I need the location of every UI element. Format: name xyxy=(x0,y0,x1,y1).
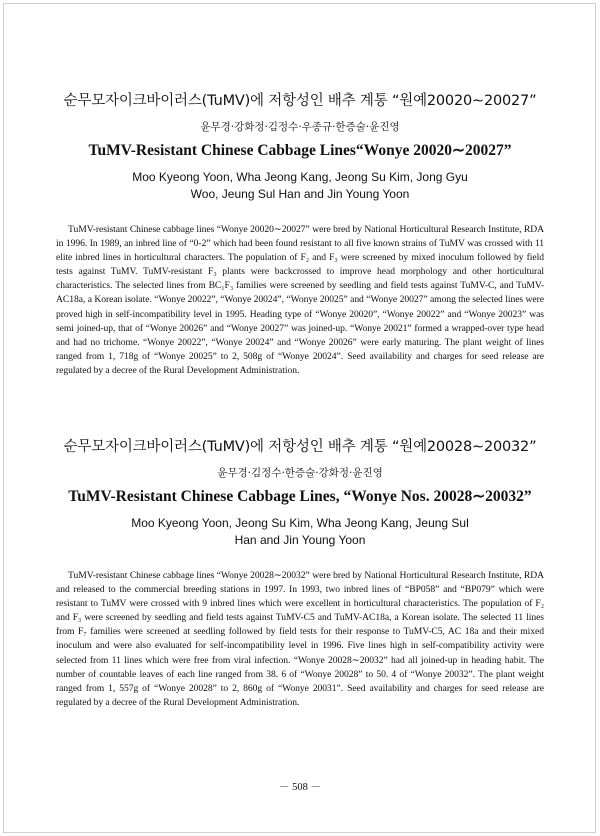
korean-title: 순무모자이크바이러스(TuMV)에 저항성인 배추 계통 “원예20020∼20027” xyxy=(63,93,537,109)
english-title: TuMV-Resistant Chinese Cabbage Lines, “Wonye Nos. 20028∼20032” xyxy=(68,488,532,505)
article-1 xyxy=(0,92,600,378)
korean-title: 순무모자이크바이러스(TuMV)에 저항성인 배추 계통 “원예20028∼20032” xyxy=(63,439,537,455)
english-authors: Moo Kyeong Yoon, Wha Jeong Kang, Jeong Su Kim, Jong Gyu Woo, Jeung Sul Han and Jin Young Yoon xyxy=(132,170,468,201)
abstract-paragraph: TuMV-resistant Chinese cabbage lines “Wonye 20020∼20027” were bred by National Horticultural Research Institute, RDA in 1996. In 1989, an inbred line of “0-2” which had been found resistant to all five known strains of TuMV was crossed with 11 elite inbred lines in horticultural characters. The population of F₂ and F₃ were screened by mixed inoculum followed by field tests against TuMV. TuMV-resistant F₃ plants were backcrossed to improve head morphology and other horticultural characteristics. The selected lines from BC₁F₃ families were screened by seedling and field tests against TuMV-C, and TuMV-AC18a, a Korean isolate. “Wonye 20022”, “Wonye 20024”, “Wonye 20025” and “Wonye 20027” among the selected lines were proved high in self-incompatibility level in 1995. Heading type of “Wonye 20020”, “Wonye 20022” and “Wonye 20023” was semi joined-up, that of “Wonye 20026” and “Wonye 20027” was joined-up. “Wonye 20021” formed a wrapped-over type head and had no trichome. “Wonye 20022”, “Wonye 20024” and “Wonye 20026” were early maturing. The plant weight of lines ranged from 1, 718g of “Wonye 20025” to 2, 508g of “Wonye 20024”. Seed availability and charges for seed release are regulated by a decree of the Rural Development Administration. xyxy=(56,224,544,376)
english-title: TuMV-Resistant Chinese Cabbage Lines“Wonye 20020∼20027” xyxy=(88,142,512,159)
page-number: － 508 － xyxy=(279,782,321,793)
english-authors: Moo Kyeong Yoon, Jeong Su Kim, Wha Jeong Kang, Jeung Sul Han and Jin Young Yoon xyxy=(131,516,469,547)
korean-authors: 윤무경·강화정·김정수·우종규·한증술·윤진영 xyxy=(200,121,400,133)
abstract-paragraph: TuMV-resistant Chinese cabbage lines “Wonye 20028∼20032” were bred by National Horticultural Research Institute, RDA and released to the commercial breeding stations in 1997. In 1993, two inbred lines of “BP058” and “BP079” which were resistant to TuMV were crossed with 9 inbred lines which were excellent in horticultural characteristics. The population of F₂ and F₃ were screened by seedling and field tests against TuMV-C5 and TuMV-AC18a, a Korean isolate. The selected 11 lines from F₇ families were screened at seedling followed by field tests for their response to TuMV-C5, AC 18a and their mixed inoculum and were also evaluated for self-incompatibility level in 1996. Five lines high in self-compatibility activity were selected from 11 lines which were free from viral infection. “Wonye 20028∼20032” had all joined-up in heading habit. The number of countable leaves of each line ranged from 38. 6 of “Wonye 20028” to 50. 4 of “Wonye 20032”. The plant weight ranged from 1, 557g of “Wonye 20028” to 2, 860g of “Wonye 20031”. Seed availability and charges for seed release are regulated by a decree of the Rural Development Administration. xyxy=(56,570,544,708)
korean-authors: 윤무경·김정수·한증술·강화정·윤진영 xyxy=(217,467,383,479)
article-2 xyxy=(0,438,600,710)
